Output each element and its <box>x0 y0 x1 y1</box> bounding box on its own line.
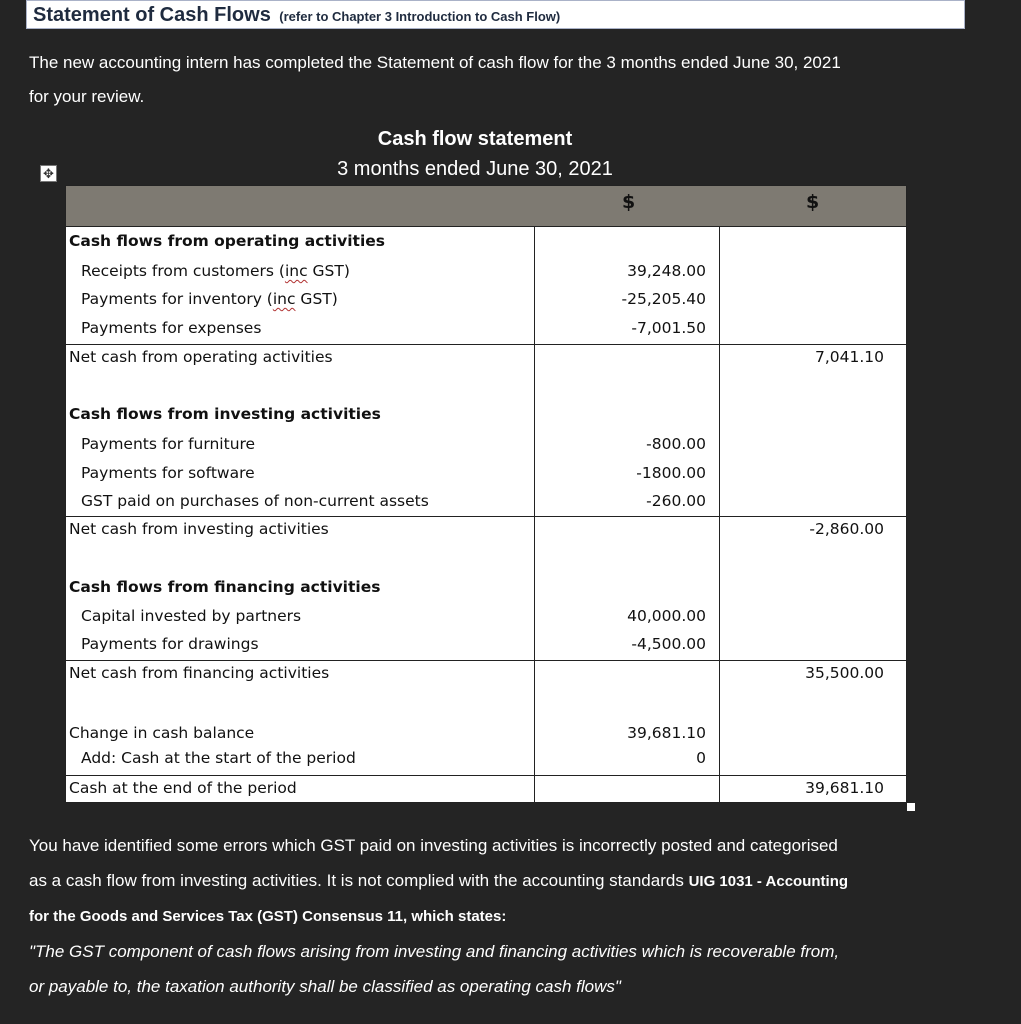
financing-heading: Cash flows from financing activities <box>69 578 381 596</box>
inventory-label <box>81 290 338 308</box>
page-title: Statement of Cash Flows <box>33 4 271 26</box>
row-divider <box>66 344 906 345</box>
receipts-text-inc: inc <box>284 262 308 280</box>
net-investing-label: Net cash from investing activities <box>69 520 329 538</box>
table-move-handle-icon[interactable]: ✥ <box>40 165 57 182</box>
intro-text <box>29 46 989 114</box>
statement-title: Cash flow statement <box>377 128 573 150</box>
drawings-value: -4,500.00 <box>631 635 706 653</box>
column-divider-2 <box>719 227 720 802</box>
software-label: Payments for software <box>81 464 255 482</box>
inventory-text-end: GST) <box>295 290 338 308</box>
statement-period: 3 months ended June 30, 2021 <box>337 158 613 180</box>
net-financing-label: Net cash from financing activities <box>69 664 330 682</box>
furniture-label: Payments for furniture <box>81 435 256 453</box>
row-divider <box>66 516 906 517</box>
quote-line-2: or payable to, the taxation authority shall be classified as operating cash flows" <box>29 977 621 996</box>
net-investing-value: -2,860.00 <box>809 520 884 538</box>
footer-line-2 <box>29 863 989 899</box>
expenses-value: -7,001.50 <box>631 319 706 337</box>
start-cash-value: 0 <box>696 749 706 767</box>
capital-value: 40,000.00 <box>627 607 706 625</box>
footer-line-2-text: as a cash flow from investing activities. It is not complied with the accounting standards <box>29 871 684 890</box>
footer-text <box>29 828 989 1004</box>
page-subtitle: (refer to Chapter 3 Introduction to Cash Flow) <box>279 9 561 24</box>
furniture-value: -800.00 <box>646 435 706 453</box>
drawings-label: Payments for drawings <box>81 635 259 653</box>
column-2-header: $ <box>806 191 820 213</box>
inventory-text-start: Payments for inventory ( <box>81 290 273 308</box>
investing-heading: Cash flows from investing activities <box>69 405 381 423</box>
cash-flow-table <box>65 185 907 803</box>
page-header <box>26 0 965 29</box>
table-resize-handle[interactable] <box>907 803 915 811</box>
start-cash-label: Add: Cash at the start of the period <box>81 749 356 767</box>
table-header-row <box>66 186 906 227</box>
quote-line-1: "The GST component of cash flows arising from investing and financing activities which is recoverable from, <box>29 942 840 961</box>
net-operating-label: Net cash from operating activities <box>69 348 333 366</box>
change-cash-label: Change in cash balance <box>69 724 255 742</box>
capital-label: Capital invested by partners <box>81 607 302 625</box>
expenses-label: Payments for expenses <box>81 319 262 337</box>
column-1-header: $ <box>622 191 636 213</box>
gst-noncurrent-label: GST paid on purchases of non-current assets <box>81 492 429 510</box>
inventory-value: -25,205.40 <box>621 290 706 308</box>
inventory-text-inc: inc <box>272 290 296 308</box>
column-divider-1 <box>534 227 535 802</box>
intro-line-1: The new accounting intern has completed the Statement of cash flow for the 3 months ended June 30, 2021 <box>29 53 841 72</box>
row-divider <box>66 775 906 776</box>
change-cash-value: 39,681.10 <box>627 724 706 742</box>
net-operating-value: 7,041.10 <box>814 348 884 366</box>
intro-line-2: for your review. <box>29 87 145 106</box>
receipts-text-end: GST) <box>307 262 350 280</box>
gst-noncurrent-value: -260.00 <box>646 492 706 510</box>
net-financing-value: 35,500.00 <box>805 664 884 682</box>
receipts-label <box>81 262 350 280</box>
standard-reference-b: for the Goods and Services Tax (GST) Consensus 11, which states: <box>29 908 507 925</box>
row-divider <box>66 660 906 661</box>
receipts-value: 39,248.00 <box>627 262 706 280</box>
software-value: -1800.00 <box>636 464 706 482</box>
end-cash-label: Cash at the end of the period <box>69 779 297 797</box>
operating-heading: Cash flows from operating activities <box>69 232 386 250</box>
standard-reference-a: UIG 1031 - Accounting <box>688 873 849 890</box>
end-cash-value: 39,681.10 <box>805 779 884 797</box>
receipts-text-start: Receipts from customers ( <box>81 262 285 280</box>
footer-line-1: You have identified some errors which GST paid on investing activities is incorrectly posted and categorised <box>29 836 838 855</box>
